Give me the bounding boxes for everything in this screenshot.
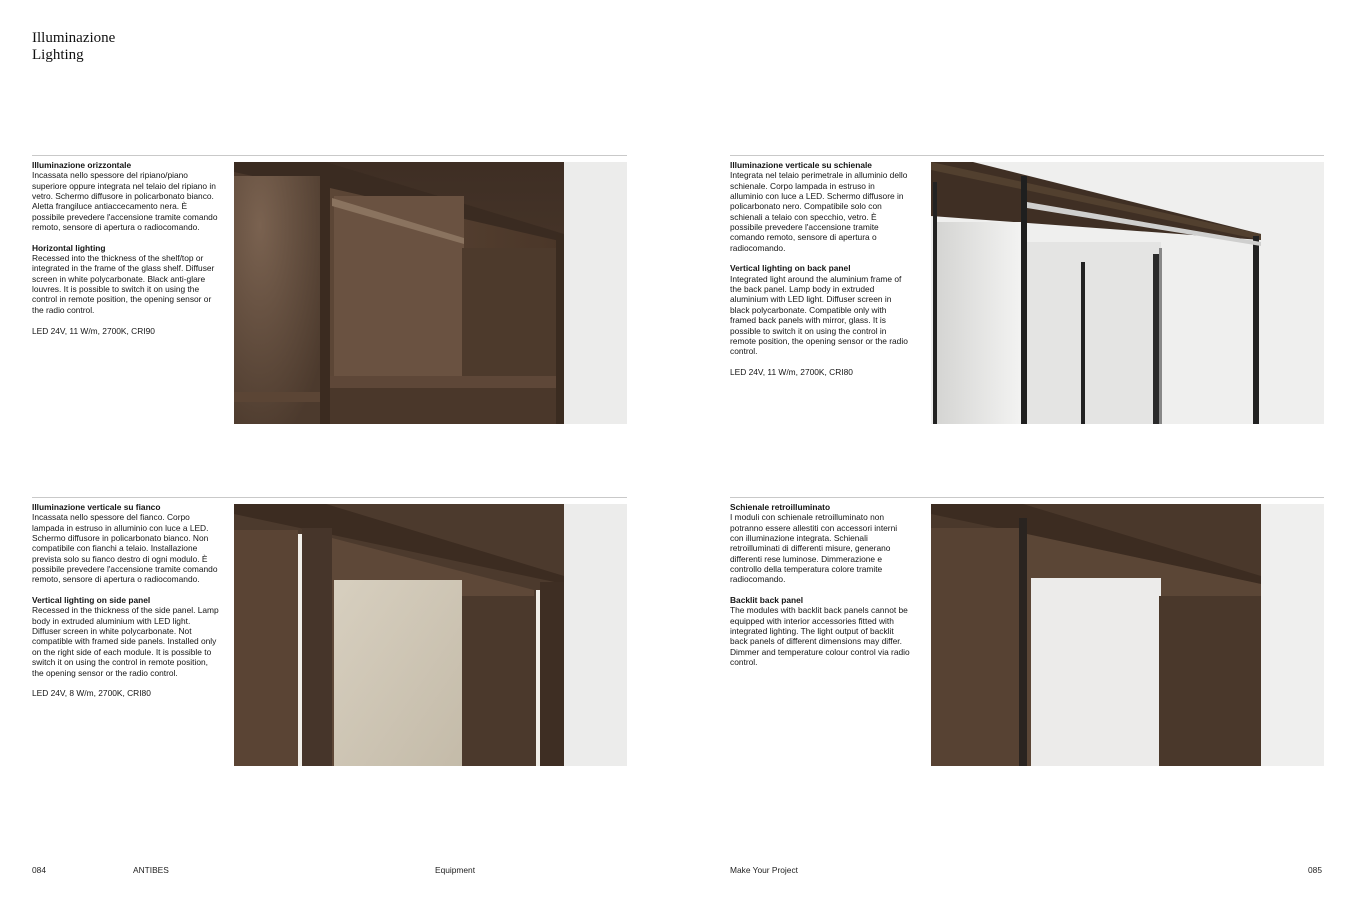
page-title-italian: Illuminazione (32, 30, 116, 46)
backlit-back-panel-photo (931, 504, 1324, 766)
section-body-en: Integrated light around the aluminium frame of the back panel. Lamp body in extruded aluminium with LED light. Diffuser screen in black polycarbonate. Compatible only with framed back panels with mirror, glass. It is possible to switch it on using the control in remote position, the opening sensor or the radio control. (730, 273, 908, 357)
section-heading-it: Illuminazione orizzontale (32, 160, 132, 170)
section-heading-it: Illuminazione verticale su fianco (32, 502, 161, 512)
section-body-it: I moduli con schienale retroilluminato non potranno essere allestiti con accessori interni con illuminazione integrata. Schienali retroilluminati di differenti misure, generano differenti rese luminose. Dimmerazione e controllo della temperatura colore tramite radiocomando. (730, 512, 898, 585)
section-spec: LED 24V, 11 W/m, 2700K, CRI90 (32, 325, 155, 336)
section-heading-en: Vertical lighting on side panel (32, 595, 151, 606)
section-divider (730, 497, 1324, 498)
section-divider (32, 155, 627, 156)
footer-section: Equipment (435, 865, 476, 875)
section-spec: LED 24V, 11 W/m, 2700K, CRI80 (730, 366, 853, 377)
section-heading-en: Vertical lighting on back panel (730, 263, 851, 274)
section-heading-en: Horizontal lighting (32, 242, 106, 253)
section-vertical-lighting-side (32, 502, 220, 709)
section-divider (32, 497, 627, 498)
section-body-it: Incassata nello spessore del ripiano/piano superiore oppure integrata nel telaio del ripiano in vetro. Schermo diffusore in policarbonato bianco. Aletta frangiluce antiaccecamento nera. È possibile prevedere l'accensione tramite comando remoto, sensore di apertura o radiocomando. (32, 170, 218, 233)
page-number-right: 085 (1308, 865, 1322, 875)
section-backlit-back-panel (730, 502, 910, 678)
section-spec: LED 24V, 8 W/m, 2700K, CRI80 (32, 688, 151, 699)
section-heading-it: Illuminazione verticale su schienale (730, 160, 872, 170)
section-heading-en: Backlit back panel (730, 595, 804, 606)
section-heading-it: Schienale retroilluminato (730, 502, 831, 512)
section-body-it: Integrata nel telaio perimetrale in alluminio dello schienale. Corpo lampada in estruso in alluminio con luce a LED. Schermo diffusore in policarbonato nero. Compatibile solo con schienali a telaio con specchio, vetro. È possibile prevedere l'accensione tramite comando remoto, sensore di apertura o radiocomando. (730, 170, 908, 253)
footer-chapter: Make Your Project (730, 865, 798, 875)
page-number-left: 084 (32, 865, 46, 875)
vertical-lighting-side-photo (234, 504, 627, 766)
vertical-lighting-back-photo (931, 162, 1324, 424)
page-title-english: Lighting (32, 47, 84, 63)
section-divider (730, 155, 1324, 156)
section-vertical-lighting-back (730, 160, 908, 388)
section-body-it: Incassata nello spessore del fianco. Corpo lampada in estruso in alluminio con luce a LED. Schermo diffusore in policarbonato bianco. Non compatibile con fianchi a telaio. Installazione prevista solo su fianco destro di ogni modulo. È possibile prevedere l'accensione tramite comando remoto, sensore di apertura o radiocomando. (32, 512, 218, 585)
footer-brand: ANTIBES (133, 865, 169, 875)
section-body-en: The modules with backlit back panels cannot be equipped with interior accessories fitted with integrated lighting. The light output of backlit back panels of different dimensions may differ. Dimmer and temperature colour control via radio control. (730, 605, 910, 668)
section-horizontal-lighting (32, 160, 220, 346)
section-body-en: Recessed into the thickness of the shelf/top or integrated in the frame of the glass shelf. Diffuser screen in white polycarbonate. Black anti-glare louvres. It is possible to switch it on using the control in remote position, the opening sensor or the radio control. (32, 253, 215, 315)
horizontal-lighting-photo (234, 162, 627, 424)
section-body-en: Recessed in the thickness of the side panel. Lamp body in extruded aluminium with LED light. Diffuser screen in white polycarbonate. Not compatible with framed side panels. Installed only on the right side of each module. It is possible to switch it on using the control in remote position, the opening sensor or the radio control. (32, 605, 219, 678)
